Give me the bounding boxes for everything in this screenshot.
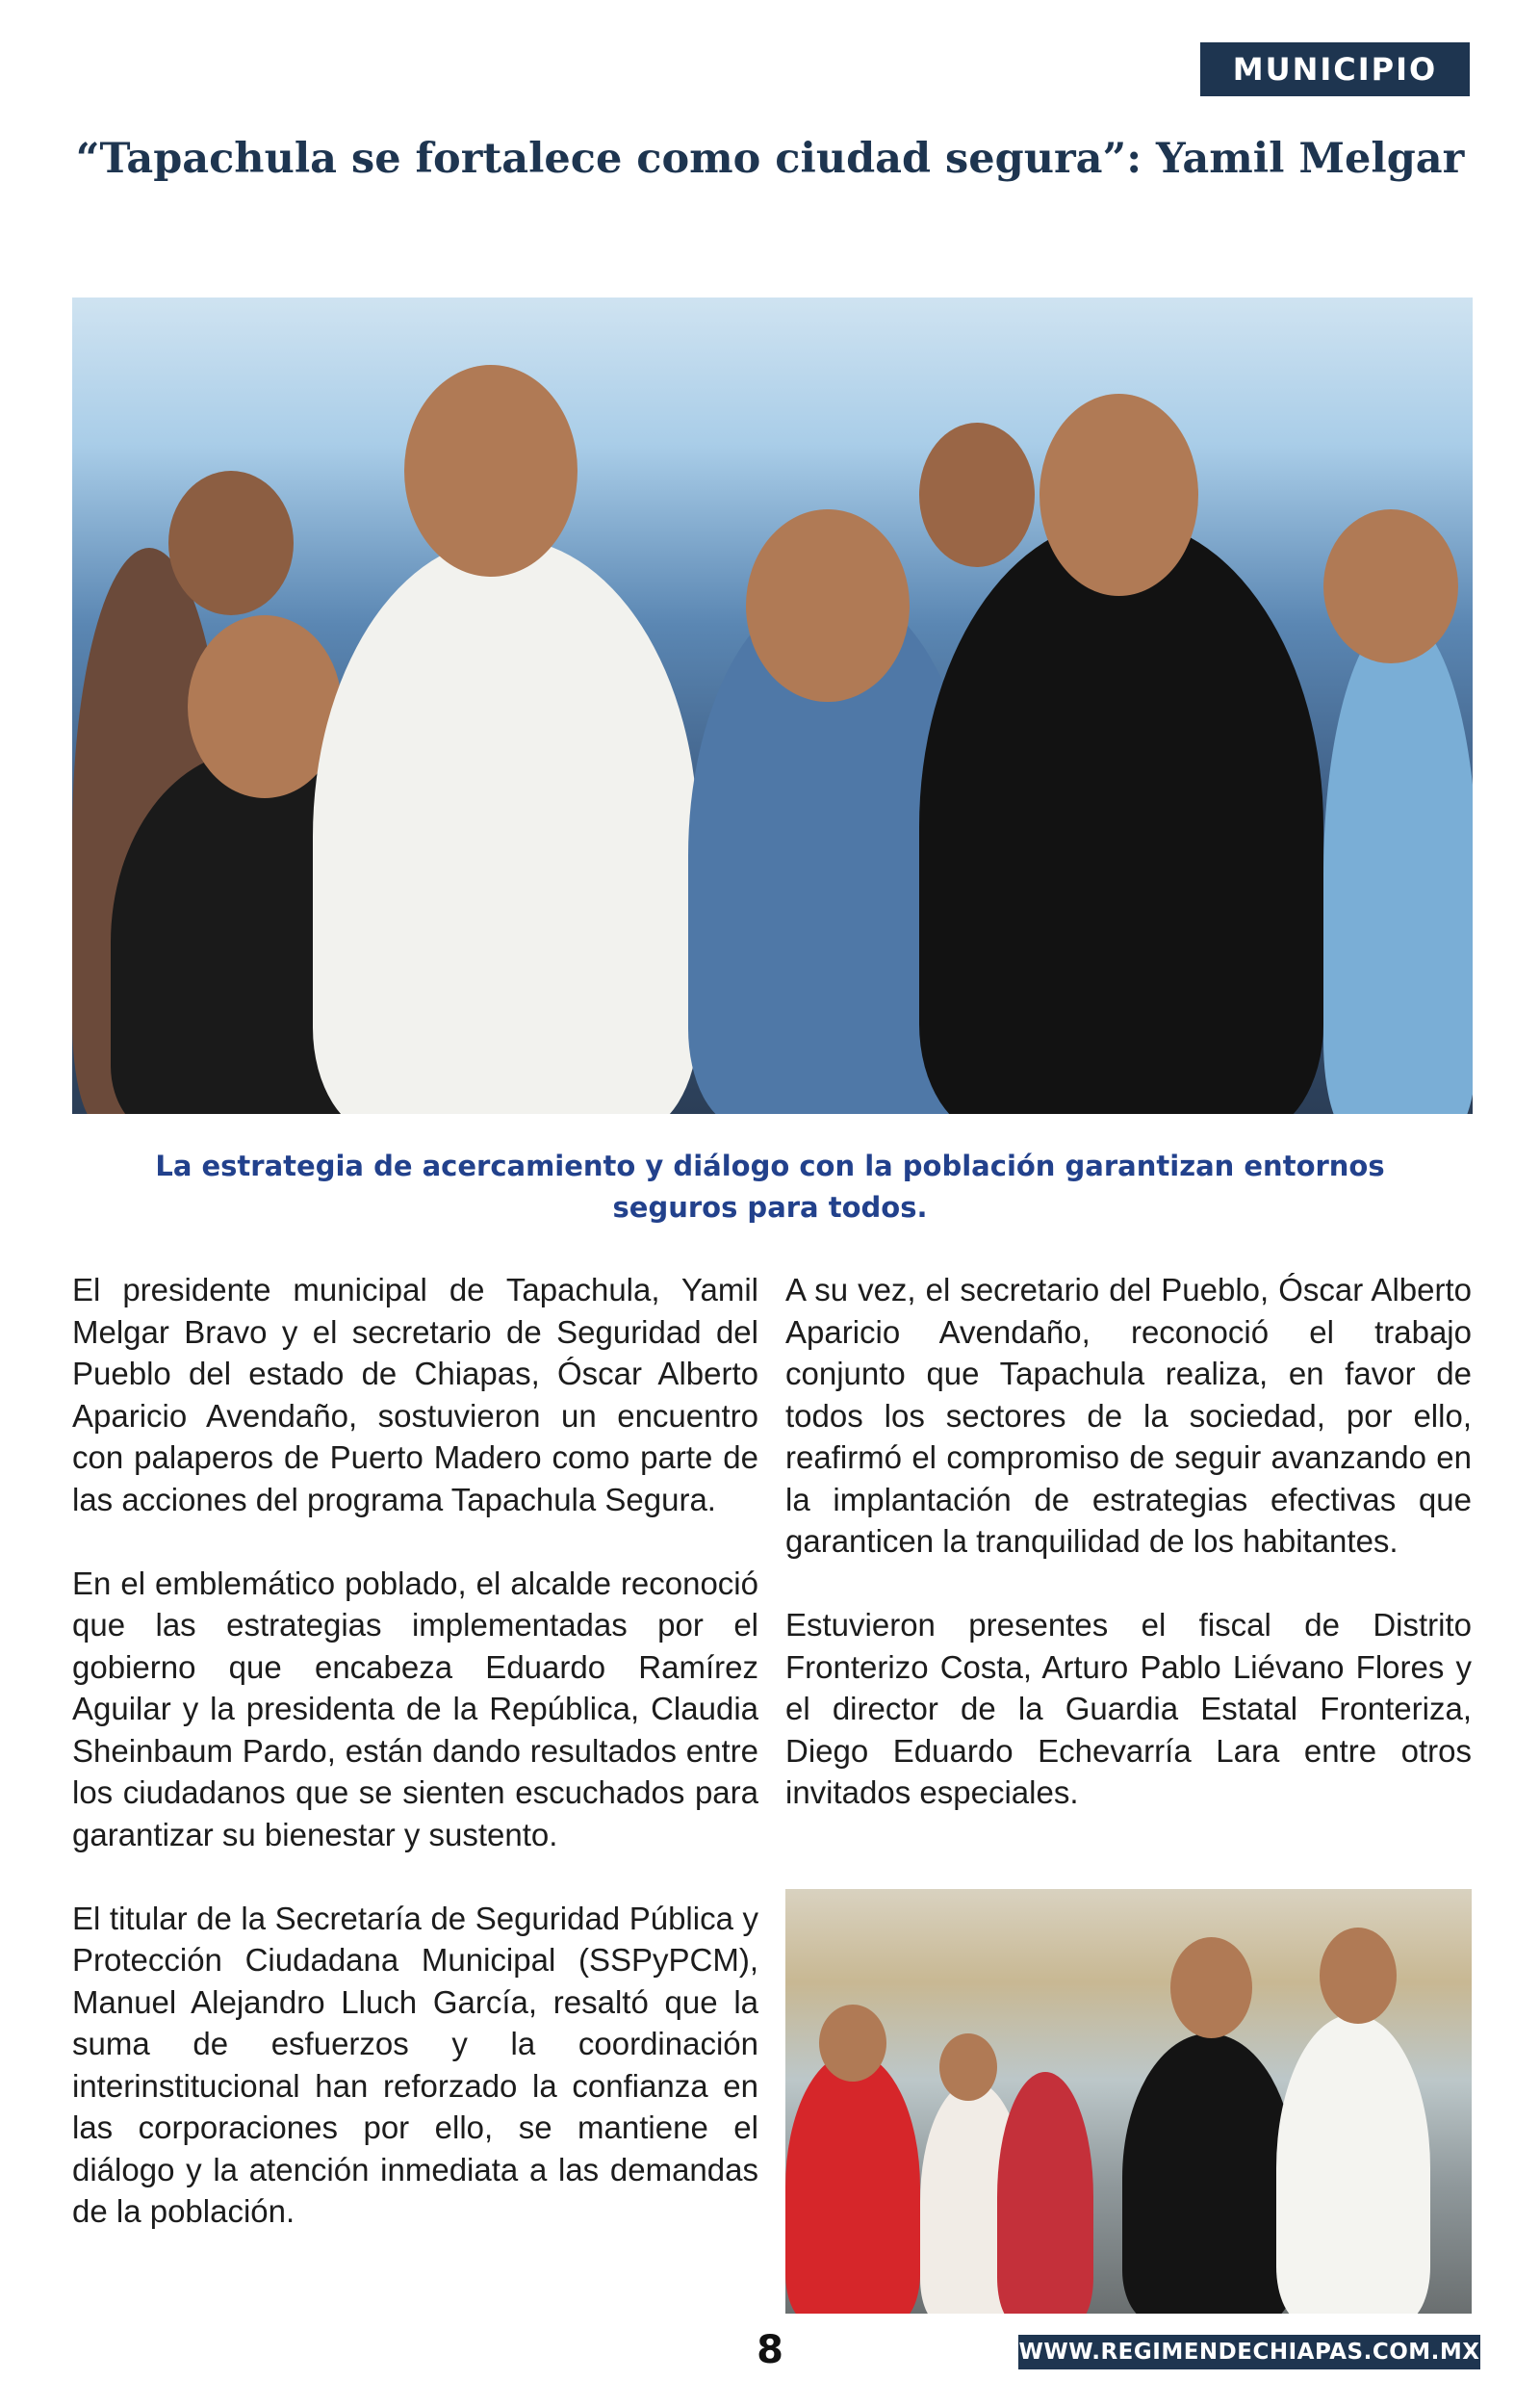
article-right-column — [785, 1269, 1472, 1855]
person-head — [1040, 394, 1198, 596]
person-figure — [997, 2072, 1093, 2314]
paragraph: A su vez, el secretario del Pueblo, Óscar Alberto Aparicio Avendaño, reconoció el trabajo conjunto que Tapachula realiza, en favor de todos los sectores de la sociedad, por ello, reafirmó el compromiso de seguir avanzando en la implantación de estrategias efectivas que garanticen la tranquilidad de los habitantes. — [785, 1272, 1472, 1559]
person-head — [919, 423, 1035, 567]
person-figure — [919, 519, 1323, 1114]
photo-caption: La estrategia de acercamiento y diálogo con la población garantizan entornos seguros para todos. — [155, 1150, 1385, 1224]
person-figure — [1323, 615, 1473, 1114]
paragraph: Estuvieron presentes el fiscal de Distrito Fronterizo Costa, Arturo Pablo Liévano Flores y el director de la Guardia Estatal Fronteriza, Diego Eduardo Echevarría Lara entre otros invitados especiales. — [785, 1607, 1472, 1810]
person-head — [1320, 1928, 1397, 2024]
main-photo — [72, 298, 1473, 1114]
headline: “Tapachula se fortalece como ciudad segura”: Yamil Melgar — [75, 135, 1465, 183]
secondary-photo — [785, 1889, 1472, 2314]
person-figure — [313, 538, 698, 1114]
person-head — [939, 2033, 997, 2101]
person-figure — [1122, 2033, 1296, 2314]
person-head — [404, 365, 578, 577]
person-figure — [785, 2053, 920, 2314]
website-footer: WWW.REGIMENDECHIAPAS.COM.MX — [1018, 2335, 1480, 2369]
paragraph: En el emblemático poblado, el alcalde reconoció que las estrategias implementadas por el gobierno que encabeza Eduardo Ramírez Aguilar y la presidenta de la República, Claudia Sheinbaum Pardo, están dando resultados entre los ciudadanos que se sienten escuchados para garantizar su bienestar y sustento. — [72, 1565, 758, 1852]
person-head — [1170, 1937, 1252, 2038]
person-head — [819, 2005, 886, 2082]
person-head — [1323, 509, 1458, 663]
section-tag: MUNICIPIO — [1200, 42, 1470, 96]
person-head — [746, 509, 910, 702]
person-figure — [1276, 2014, 1430, 2314]
person-head — [168, 471, 294, 615]
page-number: 8 — [757, 2328, 783, 2372]
paragraph: El titular de la Secretaría de Seguridad Pública y Protección Ciudadana Municipal (SSPyPCM), Manuel Alejandro Lluch García, resaltó que la suma de esfuerzos y la coordinación interinstitucional han reforzado la confianza en las corporaciones por ello, se mantiene el diálogo y la atención inmediata a las demandas de la población. — [72, 1900, 758, 2229]
paragraph: El presidente municipal de Tapachula, Yamil Melgar Bravo y el secretario de Seguridad del Pueblo del estado de Chiapas, Óscar Alberto Aparicio Avendaño, sostuvieron un encuentro con palaperos de Puerto Madero como parte de las acciones del programa Tapachula Segura. — [72, 1272, 758, 1517]
article-left-column — [72, 1269, 758, 2274]
